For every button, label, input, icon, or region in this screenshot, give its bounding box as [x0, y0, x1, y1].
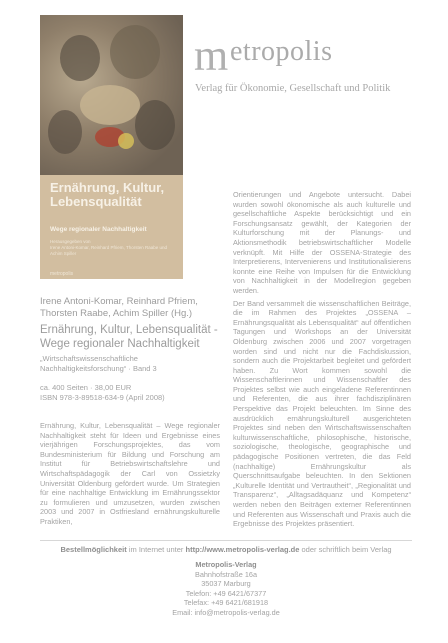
publisher-fax: Telefax: +49 6421/681918 [183, 598, 269, 608]
order-label: Bestellmöglichkeit [60, 545, 127, 554]
book-cover [40, 15, 183, 279]
footer-divider [40, 540, 412, 541]
description-paragraph-1: Orientierungen und Angebote untersucht. Dabei wurden sowohl ökonomische als auch kulturelle und gesellschaftliche Aspekte berücksichtigt und ein Forschungsansatz gewählt, der Kategorien der Kulturforschung mit der Planungs- und Aktionsmethodik betriebswirtschaftlicher Modelle verknüpft. Mit Hilfe der OSSENA-Strategie des Interpretierens, Intervenierens und Institutionalisierens konnte eine Reihe von Impulsen für die Entwicklung von Nachhaltigkeit in der Modellregion gegeben werden. [233, 190, 411, 295]
order-link[interactable]: http://www.metropolis-verlag.de [185, 545, 300, 554]
cover-editors-label: Herausgegeben von [50, 239, 91, 244]
book-isbn: ISBN 978-3-89518-634-9 (April 2008) [40, 393, 165, 402]
brand-logo-name: etropolis [230, 36, 333, 67]
description-right [233, 190, 411, 532]
description-left: Ernährung, Kultur, Lebensqualität – Wege regionaler Nachhaltigkeit steht für Ideen und Ergebnisse eines vierjährigen Forschungsprojektes, das vom Bundesministerium für Bildung und Forschung am Institut für Betriebswirtschaftslehre und Wirtschaftspädagogik der Carl von Ossietzky Universität Oldenburg gefördert wurde. Um Strategien für eine nachhaltige Entwicklung im Ernährungssektor zu formulieren und umzusetzen, wurden zwischen 2003 und 2007 in Ostfriesland ernährungskulturelle Praktiken, [40, 421, 220, 526]
publisher-street: Bahnhofstraße 16a [194, 569, 258, 579]
brand-tagline: Verlag für Ökonomie, Gesellschaft und Politik [195, 83, 391, 94]
brand-logo-initial: m [194, 31, 229, 80]
publisher-city: 35037 Marburg [201, 579, 251, 589]
cover-subtitle: Wege regionaler Nachhaltigkeit [50, 226, 147, 233]
publisher-address [40, 560, 412, 618]
cover-title: Ernährung, Kultur, Lebensqualität [50, 180, 165, 209]
book-series: „Wirtschaftswissenschaftliche Nachhaltigkeitsforschung“ · Band 3 [40, 354, 157, 373]
cover-editors-names: Irene Antoni-Komar, Reinhard Pfriem, Thorsten Raabe und Achim Spiller [50, 245, 167, 256]
order-text: im Internet unter [126, 545, 186, 554]
order-info [40, 545, 412, 554]
publisher-email[interactable]: Email: info@metropolis-verlag.de [172, 607, 280, 617]
cover-publisher-logo: metropolis [50, 271, 74, 277]
order-text-end: oder schriftlich beim Verlag [299, 545, 392, 554]
publisher-name: Metropolis-Verlag [195, 560, 257, 569]
publisher-phone: Telefon: +49 6421/67377 [185, 588, 267, 598]
cover-photo [40, 15, 183, 175]
book-title: Ernährung, Kultur, Lebensqualität - Wege regionaler Nachhaltigkeit [40, 324, 218, 350]
book-details [40, 383, 220, 403]
description-paragraph-2: Der Band versammelt die wissenschaftlichen Beiträge, die im Rahmen des Projektes „OSSENA – Ernährungsqualität als Lebensqualität“ auf öffentlichen Tagungen und Workshops an der Universität Oldenburg zwischen 2006 und 2007 vorgetragen worden sind und nicht nur die Fachdiskussion, sondern auch die Projektarbeit begleitet und gefördert haben. Zu Wort kommen sowohl die Wissenschaftlerinnen und Wissenschaftler des Projektes selbst wie auch eingeladene Referentinnen und Referenten, die aus ihrer fachdisziplinären Perspektive das Projekt beleuchten. Im Sinne des ausdrücklich ernährungskulturell ausgerichteten Projektes sind neben den Wirtschaftswissenschaften kulturwissenschaftliche, philosophische, historische, soziologische, theologische, geographische und pädagogische Positionen vertreten, die das Feld (nachhaltige) Ernährungskultur als Querschnittsaufgabe beleuchten. In den Sektionen „Kulturelle Identität und Vertrautheit“, „Regionalität und Transparenz“, „Alltagsadäquanz und Kompetenz“ werden neben den Beiträgen externer Referentinnen und Referenten aus Wissenschaft und Praxis auch die Ergebnisse des Projektes präsentiert. [233, 298, 411, 529]
book-pages-price: ca. 400 Seiten · 38,00 EUR [40, 383, 132, 392]
book-authors: Irene Antoni-Komar, Reinhard Pfriem, Thorsten Raabe, Achim Spiller (Hg.) [40, 296, 198, 319]
cover-editors [50, 239, 178, 257]
